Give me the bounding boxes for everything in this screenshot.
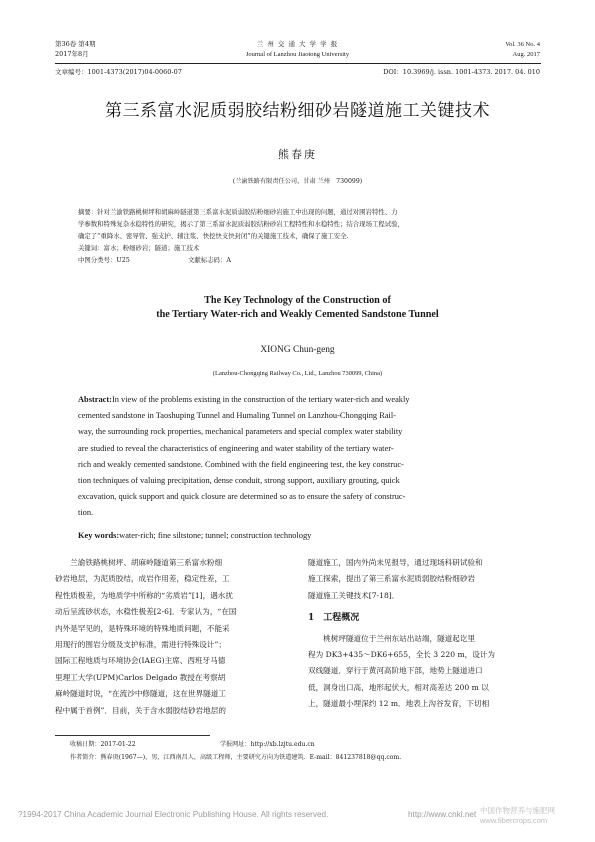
footnote-received: 收稿日期：2017-01-22 bbox=[70, 741, 136, 748]
keywords-en-label: Key words: bbox=[78, 531, 120, 540]
body-line: 麻岭隧道时说，“在流沙中修隧道，这在世界隧道工 bbox=[55, 689, 226, 699]
abstract-en-line: tion techniques of valuing precipitation, dense conduit, strong support, auxiliary grouting, quick bbox=[78, 476, 400, 486]
journal-name-cn: 兰 州 交 通 大 学 学 报 bbox=[256, 40, 339, 48]
body-line: 程为 DK3+435～DK6+655，全长 3 220 m，设计为 bbox=[308, 650, 496, 660]
article-number: 文章编号：1001-4373(2017)04-0060-07 bbox=[55, 68, 182, 76]
affiliation-en: (Lanzhou-Chongqing Railway Co., Ltd., Lanzhou 730099, China) bbox=[212, 370, 383, 377]
copyright-watermark: ?1994-2017 China Academic Journal Electronic Publishing House. All rights reserved. bbox=[18, 810, 329, 819]
journal-date-en: Aug. 2017 bbox=[512, 51, 540, 58]
journal-volume-issue: 第36卷 第4期 bbox=[55, 40, 96, 48]
body-line: 上，隧道最小埋深约 12 m．地表上沟谷发育，下切相 bbox=[308, 699, 490, 709]
abstract-en-text: In view of the problems existing in the construction of the tertiary water-rich and weakly bbox=[111, 395, 410, 404]
section-heading: 1 工程概况 bbox=[308, 613, 360, 624]
abstract-en-label: Abstract: bbox=[78, 395, 112, 404]
body-line: 隧道施工，国内外尚未见报导，通过现场科研试验和 bbox=[308, 558, 483, 567]
abstract-cn-line: 确定了“重降水、密导管、强支护、辅注浆、快挖快支快封闭”的关键施工技术，确保了施工安全. bbox=[78, 232, 349, 240]
body-line: 兰渝铁路桃树坪、胡麻岭隧道第三系富水粉细 bbox=[55, 558, 223, 567]
body-line: 低，洞身出口高，地形起伏大，相对高差达 200 m 以 bbox=[308, 682, 489, 692]
journal-name-en: Journal of Lanzhou Jiaotong University bbox=[245, 51, 350, 58]
abstract-en-line: cemented sandstone in Taoshuping Tunnel and Humaling Tunnel on Lanzhou-Chongqing Rail- bbox=[78, 411, 396, 421]
body-line: 程中属于首例”．目前，关于含水弱胶结砂岩地层的 bbox=[55, 705, 226, 715]
cnki-url: http://www.cnki.net bbox=[408, 810, 477, 819]
body-right-column bbox=[308, 555, 541, 713]
abstract-en-line: way, the surrounding rock properties, mechanical parameters and special complex water stability bbox=[78, 427, 403, 437]
title-en-line1: The Key Technology of the Construction of bbox=[204, 295, 391, 306]
footnote-rule bbox=[55, 735, 210, 736]
body-line: 内外是罕见的，是特殊环境的特殊地质问题，不能采 bbox=[55, 623, 230, 633]
body-line: 桃树坪隧道位于兰州东站出站端，隧道起讫里 bbox=[308, 633, 476, 643]
title-en bbox=[0, 294, 595, 322]
document-code: 文献标志码：A bbox=[188, 256, 231, 264]
body-line: 程性质极差，为地质学中所称的“劣质岩”[1]，遇水扰 bbox=[55, 590, 233, 600]
abstract-cn-line: 学参数和特殊复杂水稳特性的研究，揭示了第三系富水泥质弱胶结粉砂岩工程特性和水稳特性；结合现场工程试验， bbox=[78, 220, 404, 228]
title-cn: 第三系富水泥质弱胶结粉细砂岩隧道施工关键技术 bbox=[105, 101, 490, 121]
site-watermark-stamp: 中国作物营养与施肥网 www.fibercrops.com bbox=[480, 806, 555, 825]
header-rule bbox=[55, 63, 541, 64]
body-left-column bbox=[55, 555, 288, 719]
footnote-site: 学报网址：http://xb.lzjtu.edu.cn bbox=[220, 741, 315, 748]
author-cn: 熊春庚 bbox=[278, 148, 317, 161]
keywords-cn: 关键词：富水；粉细砂岩；隧道；施工技术 bbox=[78, 244, 200, 252]
abstract-cn-line: 摘要：针对兰渝铁路桃树坪和胡麻岭隧道第三系富水泥质弱胶结粉细砂岩施工中出现的问题，通过对围岩特性、力 bbox=[78, 208, 398, 216]
journal-date-cn: 2017年8月 bbox=[55, 50, 89, 58]
abstract-en-line: tion. bbox=[78, 508, 94, 518]
keywords-en bbox=[78, 528, 522, 544]
body-line: 里理工大学(UPM)Carlos Delgado 教授在考察胡 bbox=[55, 672, 226, 682]
doi: DOI：10.3969/j. issn. 1001-4373. 2017. 04. 010 bbox=[383, 68, 540, 76]
abstract-en-line: rich and weakly cemented sandstone. Combined with the field engineering test, the key construc- bbox=[78, 459, 404, 469]
abstract-en bbox=[78, 392, 522, 522]
body-line: 动后呈流砂状态，水稳性极差[2-6]．专家认为，“在国 bbox=[55, 607, 237, 617]
classification-row bbox=[78, 254, 528, 266]
abstract-en-line: are studied to reveal the characteristics of engineering and water stability of the tertiary water- bbox=[78, 443, 394, 453]
body-line: 国际工程地质与环境协会(IAEG)主席、西班牙马德 bbox=[55, 656, 226, 666]
affiliation-cn: (兰渝铁路有限责任公司，甘肃 兰州 730099) bbox=[232, 178, 363, 185]
title-en-line2: the Tertiary Water-rich and Weakly Cemented Sandstone Tunnel bbox=[156, 309, 439, 320]
clc-number: 中图分类号：U25 bbox=[78, 256, 130, 264]
abstract-en-line bbox=[78, 392, 522, 408]
keywords-en-text: water-rich; fine siltstone; tunnel; construction technology bbox=[119, 531, 312, 540]
body-line: 双线隧道．穿行于黄河高阶地下部，地势上隧道进口 bbox=[308, 666, 483, 676]
body-line: 砂岩地层，为泥质胶结，成岩作用差，稳定性差，工 bbox=[55, 574, 230, 584]
body-line: 用现行的围岩分级及支护标准，需进行特殊设计”； bbox=[55, 640, 226, 650]
journal-volume-en: Vol. 36 No. 4 bbox=[505, 41, 540, 48]
footnote-author: 作者简介：熊春庚(1967—)，男，江西南昌人，高级工程师，主要研究方向为铁道建筑．E-mail：841237818@qq.com. bbox=[70, 754, 402, 761]
author-en: XIONG Chun-geng bbox=[260, 345, 335, 355]
body-line: 施工探索，提出了第三系富水泥质弱胶结粉细砂岩 bbox=[308, 574, 476, 584]
body-line: 隧道施工关键技术[7-18]． bbox=[308, 590, 400, 600]
abstract-cn bbox=[78, 206, 528, 266]
abstract-en-line: excavation, quick support and quick closure are determined so as to ensure the safety of construc- bbox=[78, 492, 406, 502]
